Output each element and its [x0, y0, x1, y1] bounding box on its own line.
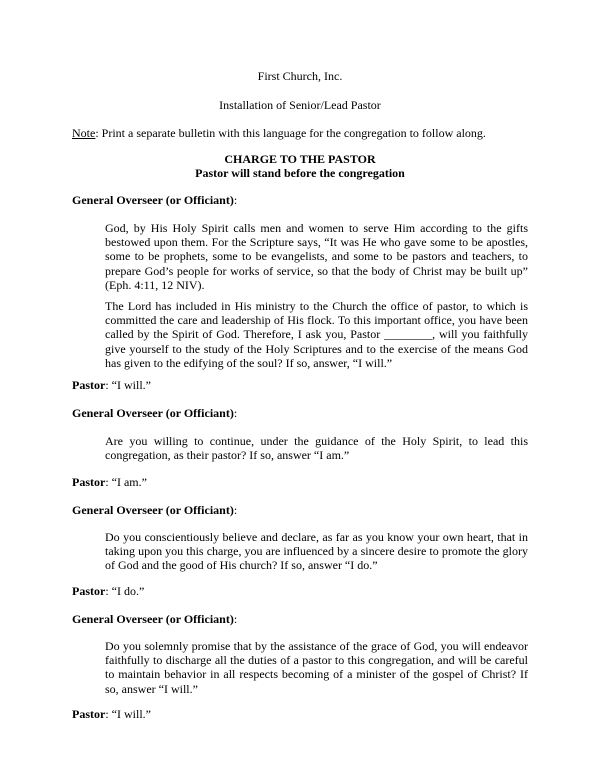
charge-heading: CHARGE TO THE PASTOR: [224, 152, 376, 166]
charge-paragraph: The Lord has included in His ministry to the Church the office of pastor, to which is committed the care and leadership of His flock. To this important office, you have been called by the Spirit of God. Therefore, I ask you, Pastor ________, will you faithfully give yourself to the study of the Holy Scriptures and to the exercise of the means God has given to the edifying of the soul? If so, answer, “I will.”: [105, 299, 528, 370]
overseer-label: General Overseer (or Officiant): [72, 612, 234, 626]
note-line: [72, 126, 486, 141]
pastor-response: [72, 584, 144, 599]
charge-paragraph: God, by His Holy Spirit calls men and women to serve Him according to the gifts bestowed upon them. For the Scripture says, “It was He who gave some to be apostles, some to be prophets, some to be evangelists, and some to be pastors and teachers, to prepare God’s people for works of service, so that the body of Christ may be built up” (Eph. 4:11, 12 NIV).: [105, 221, 528, 292]
church-name: First Church, Inc.: [257, 69, 343, 83]
speaker-colon: :: [233, 503, 238, 517]
response-text: : “I do.”: [105, 584, 145, 598]
response-text: : “I will.”: [105, 707, 151, 721]
overseer-label: General Overseer (or Officiant): [72, 503, 234, 517]
speaker-colon: :: [233, 193, 238, 207]
speaker-colon: :: [233, 612, 238, 626]
document-title: Installation of Senior/Lead Pastor: [219, 98, 381, 112]
pastor-label: Pastor: [72, 475, 106, 489]
pastor-label: Pastor: [72, 707, 106, 721]
overseer-speaker: [72, 503, 237, 518]
pastor-label: Pastor: [72, 378, 106, 392]
pastor-response: [72, 378, 151, 393]
pastor-response: [72, 707, 151, 722]
pastor-response: [72, 475, 147, 490]
response-text: : “I am.”: [105, 475, 147, 489]
overseer-speaker: [72, 193, 237, 208]
charge-paragraph: Do you solemnly promise that by the assistance of the grace of God, you will endeavor faithfully to discharge all the duties of a pastor to this congregation, and will be careful to maintain behavior in all respects becoming of a minister of the gospel of Christ? If so, answer “I will.”: [105, 639, 528, 696]
speaker-colon: :: [233, 406, 238, 420]
pastor-label: Pastor: [72, 584, 106, 598]
charge-subheading: Pastor will stand before the congregation: [195, 166, 405, 180]
note-label: Note: [72, 126, 96, 140]
note-text: : Print a separate bulletin with this language for the congregation to follow along.: [95, 126, 486, 140]
overseer-label: General Overseer (or Officiant): [72, 406, 234, 420]
response-text: : “I will.”: [105, 378, 151, 392]
charge-paragraph: Do you conscientiously believe and declare, as far as you know your own heart, that in taking upon you this charge, you are influenced by a sincere desire to promote the glory of God and the good of His church? If so, answer “I do.”: [105, 530, 528, 573]
charge-paragraph: Are you willing to continue, under the guidance of the Holy Spirit, to lead this congregation, as their pastor? If so, answer “I am.”: [105, 434, 528, 463]
overseer-speaker: [72, 612, 237, 627]
overseer-label: General Overseer (or Officiant): [72, 193, 234, 207]
overseer-speaker: [72, 406, 237, 421]
